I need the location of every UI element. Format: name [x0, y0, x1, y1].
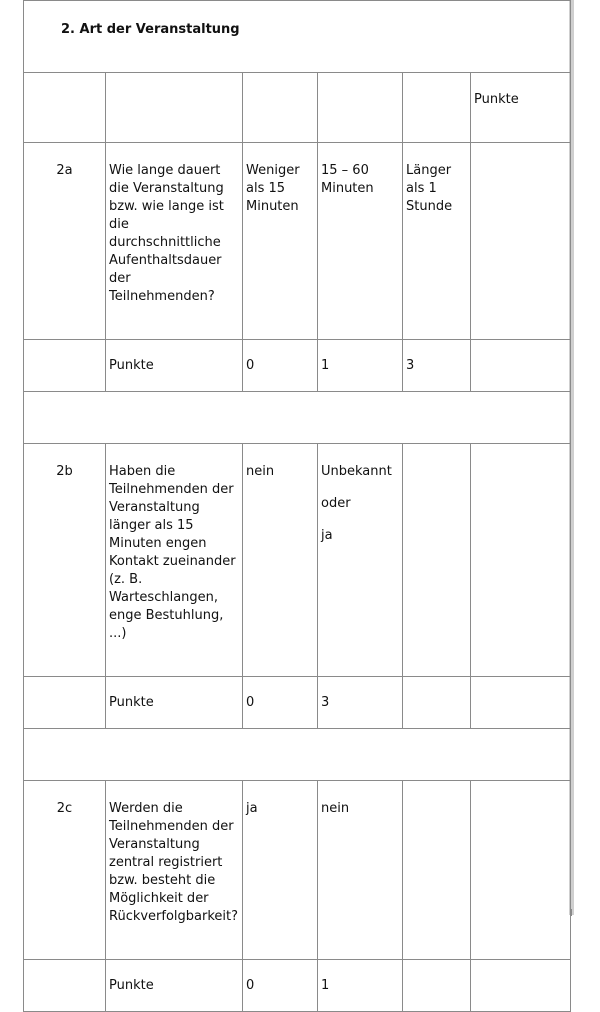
question-text: Werden die Teilnehmenden der Veranstaltung zentral registriert bzw. besteht die Möglichkeit der Rückverfolgbarkeit? [106, 781, 243, 960]
empty-cell [403, 960, 471, 1012]
question-number: 2b [24, 444, 106, 677]
header-row [24, 73, 571, 143]
empty-cell [471, 781, 571, 960]
option-cell: Länger als 1 Stunde [403, 143, 471, 340]
question-row-2c [24, 781, 571, 960]
header-cell-empty [106, 73, 243, 143]
empty-cell [471, 444, 571, 677]
header-cell-empty [243, 73, 318, 143]
points-value: 3 [318, 677, 403, 729]
empty-cell [403, 444, 471, 677]
header-cell-empty [403, 73, 471, 143]
option-cell: nein [318, 781, 403, 960]
section-title-row [24, 1, 571, 73]
empty-cell [471, 960, 571, 1012]
empty-cell [403, 781, 471, 960]
option-text: ja [321, 528, 333, 543]
points-label: Punkte [106, 340, 243, 392]
points-row-2b [24, 677, 571, 729]
table-continuation [23, 909, 572, 916]
points-value: 1 [318, 340, 403, 392]
points-row-2c [24, 960, 571, 1012]
spacer-row [24, 392, 571, 444]
question-row-2a [24, 143, 571, 340]
column-divider [402, 909, 403, 916]
points-value: 3 [403, 340, 471, 392]
column-divider [317, 909, 318, 916]
spacer-cell [24, 729, 571, 781]
column-divider [470, 909, 471, 916]
spacer-row [24, 729, 571, 781]
section-title: 2. Art der Veranstaltung [24, 1, 571, 73]
column-divider [105, 909, 106, 916]
option-text: oder [321, 496, 351, 511]
points-value: 1 [318, 960, 403, 1012]
header-cell-empty [24, 73, 106, 143]
empty-cell [471, 340, 571, 392]
option-cell: nein [243, 444, 318, 677]
question-number: 2a [24, 143, 106, 340]
empty-cell [471, 677, 571, 729]
empty-cell [24, 340, 106, 392]
column-divider [242, 909, 243, 916]
points-value: 0 [243, 340, 318, 392]
question-text: Wie lange dauert die Veranstaltung bzw. wie lange ist die durchschnittliche Aufenthaltsdauer der Teilnehmenden? [106, 143, 243, 340]
empty-cell [471, 143, 571, 340]
question-text: Haben die Teilnehmenden der Veranstaltung länger als 15 Minuten engen Kontakt zueinander (z. B. Warteschlangen, enge Bestuhlung, ...) [106, 444, 243, 677]
empty-cell [403, 677, 471, 729]
question-number: 2c [24, 781, 106, 960]
question-row-2b [24, 444, 571, 677]
points-row-2a [24, 340, 571, 392]
option-cell: 15 – 60 Minuten [318, 143, 403, 340]
spacer-cell [24, 392, 571, 444]
header-cell-empty [318, 73, 403, 143]
points-value: 0 [243, 960, 318, 1012]
points-label: Punkte [106, 960, 243, 1012]
empty-cell [24, 960, 106, 1012]
header-points-label: Punkte [471, 73, 571, 143]
points-value: 0 [243, 677, 318, 729]
option-cell: ja [243, 781, 318, 960]
scoring-table [23, 0, 571, 1012]
points-label: Punkte [106, 677, 243, 729]
empty-cell [24, 677, 106, 729]
option-cell-multi [318, 444, 403, 677]
option-text: Unbekannt [321, 464, 392, 479]
option-cell: Weniger als 15 Minuten [243, 143, 318, 340]
